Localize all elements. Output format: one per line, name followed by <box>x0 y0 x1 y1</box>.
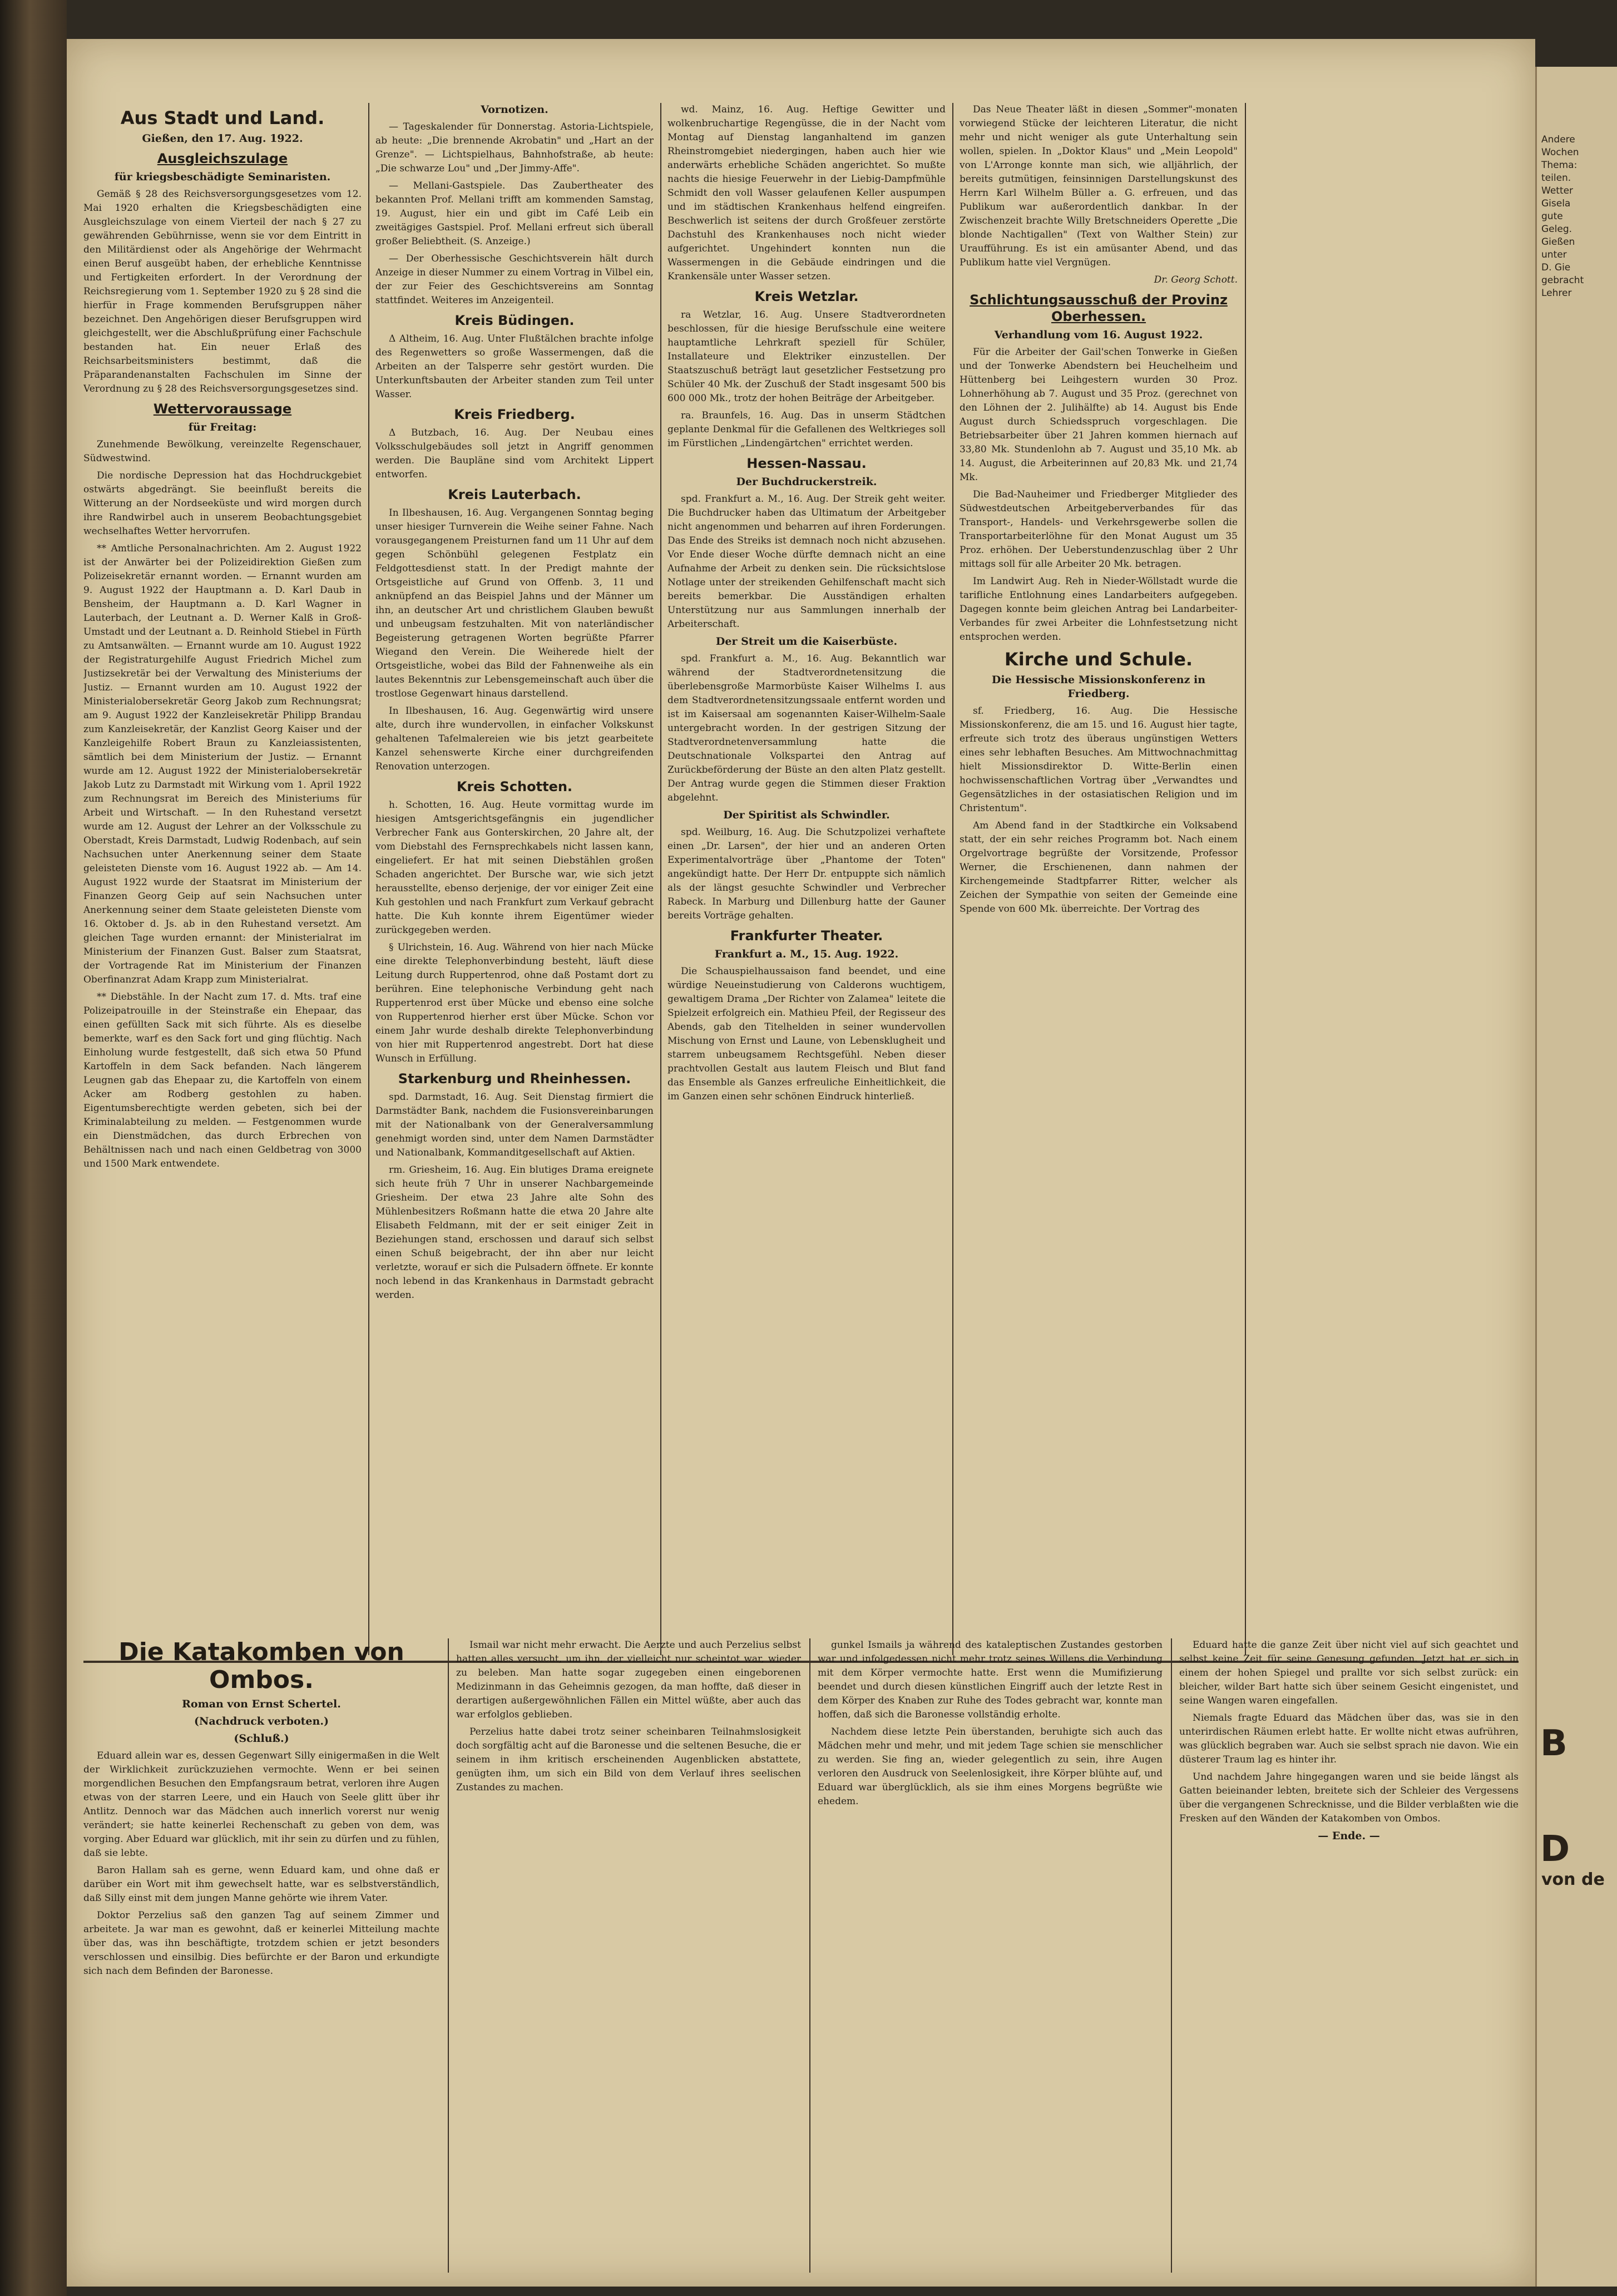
strip-text-line: Gießen <box>1541 236 1575 248</box>
article-buchdrucker: spd. Frankfurt a. M., 16. Aug. Der Streik geht weiter. Die Buchdrucker haben das Ultimatum der Arbeitgeber nicht angenommen und beharren auf ihren Forderungen. Das Ende des Streiks ist demnach noch nicht abzusehen. Vor Ende dieser Woche dürfte demnach nicht an eine Aufnahme der Arbeit zu denken sein. Die rücksichtslose Notlage unter der streikenden Gehilfenschaft macht sich bereits bemerkbar. Die Ausständigen erhalten Unterstützung nur aus Sammlungen innerhalb der Arbeiterschaft. <box>667 493 946 630</box>
feuilleton-paragraph: Baron Hallam sah es gerne, wenn Eduard kam, und ohne daß er darüber ein Wort mit ihm gewechselt hatte, war es selbstverständlich, daß Silly einst mit dem jungen Manne gehörte wie ihrem Vater. <box>83 1865 439 1904</box>
feuilleton-paragraph: Und nachdem Jahre hingegangen waren und sie beide längst als Gatten beieinander lebten, breitete sich der Schleier des Vergessens über die vergangenen Schrecknisse, und die Bilder verblaßten wie die Fresken auf den Wänden der Katakomben von Ombos. <box>1179 1771 1519 1824</box>
feuilleton-paragraph: Doktor Perzelius saß den ganzen Tag auf seinem Zimmer und arbeitete. Ja war man es gewohnt, daß er keinerlei Mitteilung machte über das, was ihn beschäftigte, trotzdem schien er jetzt besonders verschlossen und einsilbig. Dies befürchte er der Baron und erkundigte sich nach dem Befinden der Baronesse. <box>83 1910 439 1977</box>
strip-text-line: Thema: <box>1541 160 1578 171</box>
strip-text-line: Lehrer <box>1541 288 1572 299</box>
feuilleton-paragraph: Eduard allein war es, dessen Gegenwart Silly einigermaßen in die Welt der Wirklichkeit zurückzuziehen vermochte. Wenn er bei seinen morgendlichen Besuchen den Empfangsraum betrat, verloren ihre Augen etwas von der starren Leere, und ein Hauch von Seele glitt über ihr Antlitz. Dennoch war das Mädchen auch innerlich vorerst nur wenig verändert; sie hatte keinerlei Rechenschaft zu geben von dem, was vorging. Aber Eduard war glücklich, mit ihr sein zu dürfen und zu fühlen, daß sie lebte. <box>83 1750 439 1859</box>
feuilleton-title: Die Katakomben von Ombos. <box>118 1638 404 1694</box>
feuilleton-ende: — Ende. — <box>1318 1830 1380 1842</box>
strip-text-line: gebracht <box>1541 275 1584 286</box>
article-mission-1: sf. Friedberg, 16. Aug. Die Hessische Missionskonferenz, die am 15. und 16. August hier tagte, erfreute sich trotz des überaus ungünstigen Wetters eines sehr lebhaften Besuches. Am Mittwochnachmittag hielt Missionsdirektor D. Witte-Berlin einen hochwissenschaftlichen Vortrag über „Verwandtes und Gegensätzliches in der ostasiatischen Religion und im Christentum". <box>960 705 1238 814</box>
headline-friedberg: Kreis Friedberg. <box>454 407 575 422</box>
headline-ausgleich: Ausgleichszulage <box>157 151 288 166</box>
column-rule <box>448 1638 449 2273</box>
schlichtung-dateline: Verhandlung vom 16. August 1922. <box>994 329 1203 341</box>
feuilleton-section <box>67 1627 1535 2287</box>
feuilleton-column-2 <box>456 1638 801 2273</box>
strip-big-letter: D <box>1540 1829 1570 1870</box>
feuilleton-note: (Nachdruck verboten.) <box>194 1715 329 1727</box>
feuilleton-column-1 <box>83 1638 439 2273</box>
article-notiz-2: — Mellani-Gastspiele. Das Zaubertheater des bekannten Prof. Mellani trifft am kommenden Samstag, 19. August, hier ein und gibt im Café Leib ein zweitägiges Gastspiel. Prof. Mellani erfreut sich überall großer Beliebtheit. (S. Anzeige.) <box>375 180 654 247</box>
author-signature: Dr. Georg Schott. <box>1154 274 1238 285</box>
strip-text-line: Andere <box>1541 134 1575 145</box>
column-rule <box>809 1638 810 2273</box>
feuilleton-byline: Roman von Ernst Schertel. <box>182 1698 341 1710</box>
feuilleton-paragraph: gunkel Ismails ja während des kataleptischen Zustandes gestorben war und infolgedessen nicht mehr trotz seines Willens die Verbindung mit dem Körper vermochte hatte. Erst wenn die Mumifizierung beendet und durch diesen künstlichen Eingriff auch der letzte Rest in dem Körper des Knaben zur Ruhe des Todes gebracht war, konnte man hoffen, daß sich die Baronesse vollständig erholte. <box>818 1640 1163 1720</box>
article-notiz-1: — Tageskalender für Donnerstag. Astoria-Lichtspiele, ab heute: „Die brennende Akrobatin" und „Hart an der Grenze". — Lichtspielhaus, Bahnhofstraße, ab heute: „Die schwarze Lou" und „Der Jimmy-Affe". <box>375 121 654 174</box>
dateline: Gießen, den 17. Aug. 1922. <box>142 132 303 145</box>
headline-schotten: Kreis Schotten. <box>456 779 573 794</box>
column-theater-schlichtung <box>960 103 1238 1655</box>
strip-text-line: unter <box>1541 249 1567 260</box>
theater-dateline: Frankfurt a. M., 15. Aug. 1922. <box>714 948 899 960</box>
article-notiz-3: — Der Oberhessische Geschichtsverein hält durch Anzeige in dieser Nummer zu einem Vortrag in Vilbel ein, der zur Feier des Geschichtsvereins am Sonntag stattfindet. Weiteres im Anzeigenteil. <box>375 253 654 306</box>
article-diebstahl: ** Diebstähle. In der Nacht zum 17. d. Mts. traf eine Polizeipatrouille in der Steinstraße ein Ehepaar, das einen gefüllten Sack mit sich führte. Als es dieselbe bemerkte, warf es den Sack fort und ging flüchtig. Nach Einholung wurde festgestellt, daß sich etwa 50 Pfund Kartoffeln in dem Sack befanden. Nach längerem Leugnen gab das Ehepaar zu, die Kartoffeln von einem Acker am Rodberg gestohlen zu haben. Eigentumsberechtigte werden gebeten, sich bei der Kriminalabteilung zu melden. — Festgenommen wurde ein Dienstmädchen, das durch Erbrechen von Behältnissen nach und nach einen Geldbetrag von 3000 und 1500 Mark entwendete. <box>83 991 362 1169</box>
column-aus-stadt-und-land <box>83 103 362 1655</box>
strip-text-line: D. Gie <box>1541 262 1571 273</box>
article-mission-2: Am Abend fand in der Stadtkirche ein Volksabend statt, der ein sehr reiches Programm bot. Nach einem Orgelvortrage begrüßte der Vorsitzende, Professor Werner, die Erschienenen, dann nahmen der Kirchengemeinde Stadtpfarrer Ritter, welcher als Zeichen der Sympathie von seiten der Gemeinde eine Spende von 600 Mk. überreichte. Der Vortrag des <box>960 820 1238 915</box>
feuilleton-paragraph: Niemals fragte Eduard das Mädchen über das, was sie in den unterirdischen Räumen erlebt hatte. Er wollte nicht etwas aufrühren, was glücklich begraben war. Auch sie selbst sprach nie davon. Wie ein düsterer Traum lag es hinter ihr. <box>1179 1712 1519 1765</box>
article-wetzlar: ra Wetzlar, 16. Aug. Unsere Stadtverordneten beschlossen, für die hiesige Berufsschule eine weitere hauptamtliche Lehrkraft speziell für Schüler, Installateure und Elektriker einzustellen. Der Staatszuschuß beträgt laut gesetzlicher Festsetzung pro Schüler 40 Mk. der Zuschuß der Stadt insgesamt 500 bis 600 000 Mk., trotz der hohen Beiträge der Arbeitgeber. <box>667 309 946 404</box>
article-kaiserbuste: spd. Frankfurt a. M., 16. Aug. Bekanntlich war während der Stadtverordnetensitzung die überlebensgroße Marmorbüste Kaiser Wilhelms I. aus dem Stadtverordnetensitzungssaale entfernt worden und ist im Kaisersaal am sogenannten Kaiser-Wilhelm-Saale untergebracht worden. In der gestrigen Sitzung der Stadtverordnetenversammlung hatte die Deutschnationale Volkspartei den Antrag auf Zurückbeförderung der Büste an den alten Platz gestellt. Der Antrag wurde gegen die Stimmen dieser Fraktion abgelehnt. <box>667 653 946 803</box>
headline-buchdrucker: Der Buchdruckerstreik. <box>736 476 877 488</box>
article-ilbeshausen-2: In Ilbeshausen, 16. Aug. Gegenwärtig wird unsere alte, durch ihre wundervollen, in einfacher Volkskunst gehaltenen Tafelmalereien wie bis jetzt gearbeitete Kanzel sehenswerte Kirche einer durchgreifenden Renovation unterzogen. <box>375 705 654 772</box>
strip-text-line: teilen. <box>1541 172 1571 184</box>
article-lauterbach: In Ilbeshausen, 16. Aug. Vergangenen Sonntag beging unser hiesiger Turnverein die Weihe seiner Fahne. Nach vorausgegangenem Preisturnen fand um 11 Uhr auf dem gegen Schönbühl gelegenen Festplatz ein Feldgottesdienst statt. In der Predigt mahnte der Ortsgeistliche auf Grund von Offenb. 3, 11 und anknüpfend an das Beispiel Jahns und der Männer um ihn, an deutscher Art und christlichem Glauben bewußt und unbeugsam festzuhalten. Mit von naterländischer Begeisterung getragenen Worten begrüßte Pfarrer Wiegand den Verein. Die Weiherede hielt der Ortsgeistliche, wobei das Bild der Fahnenweihe als ein lautes Bekenntnis zur Lebensgemeinschaft auch über die trostlose Gegenwart hinaus darstellend. <box>375 507 654 699</box>
adjacent-page-strip <box>1535 67 1617 2287</box>
article-budingen: Δ Altheim, 16. Aug. Unter Flußtälchen brachte infolge des Regenwetters so große Wassermengen, daß die Arbeiten an der Talsperre sehr gestört wurden. Die Unterkunftsbauten der Arbeiter standen zum Teil unter Wasser. <box>375 333 654 400</box>
article-wetter-2: Die nordische Depression hat das Hochdruckgebiet ostwärts abgedrängt. Sie beeinflußt bereits die Witterung an der Nordseeküste und wird morgen durch ihre Randwirbel auch in unserem Beobachtungsgebiet wechselhaftes Wetter hervorrufen. <box>83 470 362 537</box>
column-notizen <box>375 103 654 1655</box>
article-braunfels: ra. Braunfels, 16. Aug. Das in unserm Städtchen geplante Denkmal für die Gefallenen des Weltkrieges soll im Fürstlichen „Lindengärtchen" errichtet werden. <box>667 410 946 449</box>
feuilleton-column-3 <box>818 1638 1163 2273</box>
strip-text-line: Wetter <box>1541 185 1574 196</box>
feuilleton-paragraph: Perzelius hatte dabei trotz seiner scheinbaren Teilnahmslosigkeit doch sorgfältig acht auf die Baronesse und die seltenen Besuche, die er seinem in ihm kritisch erscheinenden Augenblicken abstattete, genügten ihm, um sich ein Bild von dem Verlauf ihres seelischen Zustandes zu machen. <box>456 1726 801 1793</box>
article-mainz: wd. Mainz, 16. Aug. Heftige Gewitter und wolkenbruchartige Regengüsse, die in der Nacht vom Montag auf Dienstag langanhaltend im ganzen Rheinstromgebiet niedergingen, haben auch hier wie anderwärts erhebliche Schäden angerichtet. So mußte nachts die hiesige Feuerwehr in der Liebig-Dampfmühle Schmidt den voll Wasser gelaufenen Keller auspumpen und im städtischen Krankenhaus helfend eingreifen. Beschwerlich ist seitens der durch Großfeuer zerstörte Dachstuhl des Krankenhauses noch nicht wieder aufgerichtet. Ungehindert konnten nun die Wassermengen in die Gebäude eindringen und die Krankensäle unter Wasser setzen. <box>667 104 946 282</box>
feuilleton-paragraph: Eduard hatte die ganze Zeit über nicht viel auf sich geachtet und selbst keine Zeit für seine Genesung gefunden. Jetzt hat er sich in einem der hohen Spiegel und prallte vor sich selbst zurück: ein bleicher, wilder Bart hatte sich über seinem Gesicht eingenistet, und seine Wangen waren eingefallen. <box>1179 1640 1519 1706</box>
article-neues-theater: Das Neue Theater läßt in diesen „Sommer"-monaten vorwiegend Stücke der leichteren Literatur, die nicht mehr und nicht weniger als gute Unterhaltung sein wollen, spielen. In „Doktor Klaus" und „Mein Leopold" von L'Arronge konnte man sich, wie alljährlich, der bereits gutmütigen, feinsinnigen Darstellungskunst des Herrn Karl Wilhelm Büller a. G. erfreuen, und das Publikum war außerordentlich dankbar. In der Zwischenzeit brachte Willy Bretschneiders Operette „Die blonde Nachtigallen" (Text von Walther Stein) zur Uraufführung. Es ist ein amüsanter Abend, und das Publikum hatte viel Vergnügen. <box>960 104 1238 268</box>
article-griesheim: rm. Griesheim, 16. Aug. Ein blutiges Drama ereignete sich heute früh 7 Uhr in unserer Nachbargemeinde Griesheim. Der etwa 23 Jahre alte Sohn des Mühlenbesitzers Roßmann hatte die etwa 20 Jahre alte Elisabeth Feldmann, mit der er seit einiger Zeit in Beziehungen stand, erschossen und darauf sich selbst einen Schuß beigebracht, der ihn aber nur leicht verletzte, worauf er sich die Pulsadern öffnete. Er konnte noch lebend in das Krankenhaus in Darmstadt gebracht werden. <box>375 1164 654 1301</box>
headline-hessen-nassau: Hessen-Nassau. <box>746 456 867 471</box>
column-rule <box>660 103 661 1655</box>
column-mainz <box>667 103 946 1655</box>
headline-budingen: Kreis Büdingen. <box>454 313 575 328</box>
subheadline-wetter: für Freitag: <box>188 421 257 433</box>
strip-big-letter: B <box>1540 1723 1567 1764</box>
headline-wetzlar: Kreis Wetzlar. <box>754 289 859 304</box>
headline-schlichtung: Schlichtungsausschuß der Provinz Oberhessen. <box>970 292 1228 324</box>
headline-wetter: Wettervoraussage <box>153 401 292 417</box>
article-ausgleich: Gemäß § 28 des Reichsversorgungsgesetzes vom 12. Mai 1920 erhalten die Kriegsbeschädigten eine Ausgleichszulage von einem Vierteil der nach § 27 zu gewährenden Gebührnisse, wenn sie vor dem Eintritt in den Militärdienst oder als Angehörige der Wehrmacht einen Beruf ausgeübt haben, der erhebliche Kenntnisse und Fertigkeiten erfordert. In der Verordnung der Reichsregierung vom 1. September 1920 zu § 28 sind die hierfür in Frage kommenden Berufsgruppen näher bezeichnet. Den Angehörigen dieser Berufsgruppen wird gleichgestellt, wer die Abschlußprüfung einer Fachschule bestanden hat. Ein neuer Erlaß des Reichsarbeitsministers bestimmt, daß die Präparandenanstalten Fachschulen im Sinne der Verordnung zu § 28 des Reichsversorgungsgesetzes sind. <box>83 189 362 394</box>
strip-text-line: Wochen <box>1541 147 1579 158</box>
strip-text-line: Gisela <box>1541 198 1571 209</box>
article-schlichtung-1: Für die Arbeiter der Gail'schen Tonwerke in Gießen und der Tonwerke Abendstern bei Heuchelheim und Hüttenberg bei Leihgestern wurden 30 Proz. Lohnerhöhung ab 7. August und 35 Proz. (gerechnet von den Löhnen der 2. Julihälfte) ab 14. August bis Ende August durch Schiedsspruch vorgeschlagen. Die Betriebsarbeiter über 21 Jahren kommen hiernach auf 33,80 Mk. Stundenlohn ab 7. August und 35,10 Mk. ab 14. August, die Arbeiterinnen auf 20,83 Mk. und 21,74 Mk. <box>960 347 1238 483</box>
strip-text-line: Geleg. <box>1541 224 1573 235</box>
article-spiritist: spd. Weilburg, 16. Aug. Die Schutzpolizei verhaftete einen „Dr. Larsen", der hier und an anderen Orten Experimentalvorträge über „Phantome der Toten" angekündigt hatte. Der Herr Dr. entpuppte sich nämlich als der längst gesuchte Schwindler und Verbrecher Rabeck. In Marburg und Dillenburg hatte der Gauner bereits Vorträge gehalten. <box>667 827 946 921</box>
subheadline-ausgleich: für kriegsbeschädigte Seminaristen. <box>114 171 331 183</box>
headline-lauterbach: Kreis Lauterbach. <box>448 487 581 502</box>
article-ulrichstein: § Ulrichstein, 16. Aug. Während von hier nach Mücke eine direkte Telephonverbindung besteht, läuft diese Leitung durch Ruppertenrod, ohne daß Postamt dort zu berühren. Eine telephonische Verbindung geht nach Ruppertenrod erst über Mücke und ebenso eine solche von Ruppertenrod hierher erst über Mücke. Schon vor einem Jahr wurde deshalb direkte Telephonverbindung von hier mit Ruppertenrod angestrebt. Dort hat diese Wunsch in Erfüllung. <box>375 942 654 1064</box>
article-schlichtung-2: Die Bad-Nauheimer und Friedberger Mitglieder des Südwestdeutschen Arbeitgeberverbandes für das Transport-, Handels- und Verkehrsgewerbe sollen die Transportarbeiterlöhne für den Monat August um 35 Proz. erhöhen. Der Ueberstundenzuschlag über 2 Uhr mittags soll für alle Arbeiter 20 Mk. betragen. <box>960 489 1238 570</box>
headline-starkenburg: Starkenburg und Rheinhessen. <box>398 1071 631 1087</box>
column-rule <box>1171 1638 1172 2273</box>
headline-kaiserbuste: Der Streit um die Kaiserbüste. <box>715 635 898 648</box>
article-schotten: h. Schotten, 16. Aug. Heute vormittag wurde im hiesigen Amtsgerichtsgefängnis ein jugendlicher Verbrecher Fank aus Gonterskirchen, 20 Jahre alt, der vom Diebstahl des Fernsprechkabels nicht lassen kann, eingeliefert. Er hat mit seinen Diebstählen großen Schaden angerichtet. Der Bursche war, wie sich jetzt herausstellte, ebenso derjenige, der vor einiger Zeit eine Kuh gestohlen und nach Frankfurt zum Verkauf gebracht hatte. Die Kuh konnte ihrem Eigentümer wieder zurückgegeben werden. <box>375 799 654 936</box>
feuilleton-column-4 <box>1179 1638 1519 2273</box>
article-amtlich: ** Amtliche Personalnachrichten. Am 2. August 1922 ist der Anwärter bei der Polizeidirektion Gießen zum Polizeisekretär ernannt worden. — Ernannt wurden am 9. August 1922 der Hauptmann a. D. Karl Daub in Bensheim, der Hauptmann a. D. Karl Wagner in Lauterbach, der Leutnant a. D. Werner Kalß in Groß-Umstadt und der Leutnant a. D. Reinhold Stiebel in Fürth zu Amtsanwälten. — Ernannt wurde am 10. August 1922 der Registraturgehilfe August Friedrich Michel zum Justizsekretär bei der Verwaltung des Ministeriums der Justiz. — Ernannt wurden am 10. August 1922 der Ministerialobersekretär Georg Jakob zum Rechnungsrat; am 9. August 1922 der Kanzleisekretär Philipp Brandau zum Kanzleisekretär, der Kanzlist Georg Kaiser und der Kanzleigehilfe Robert Braun zu Kanzleiassistenten, sämtlich bei dem Ministerium der Justiz. — Ernannt wurde am 12. August 1922 der Ministerialobersekretär Jakob Lutz zu Darmstadt mit Wirkung vom 1. April 1922 zum Rechnungsrat im Bereich des Ministeriums für Arbeit und Wirtschaft. — In den Ruhestand versetzt wurde am 12. August der Lehrer an der Volksschule zu Oberstadt, Kreis Darmstadt, Ludwig Rodenbach, auf sein Nachsuchen unter Anerkennung seiner dem Staate geleisteten Dienste vom 16. August 1922 ab. — Am 14. August 1922 wurde der Staatsrat im Ministerium der Finanzen Georg Geip auf sein Nachsuchen unter Anerkennung seiner dem Staate geleisteten Dienste vom 16. Oktober d. Js. ab in den Ruhestand versetzt. Am gleichen Tage wurden ernannt: der Ministerialrat im Ministerium der Finanzen Gust. Balser zum Staatsrat, der Vortragende Rat im Ministerium der Finanzen Oberfinanzrat Adam Krapp zum Ministerialrat. <box>83 543 362 985</box>
article-darmstadt: spd. Darmstadt, 16. Aug. Seit Dienstag firmiert die Darmstädter Bank, nachdem die Fusionsvereinbarungen mit der Nationalbank von der Generalversammlung genehmigt worden sind, unter dem Namen Darmstädter und Nationalbank, Kommanditgesellschaft auf Aktien. <box>375 1092 654 1158</box>
headline-spiritist: Der Spiritist als Schwindler. <box>723 809 890 821</box>
headline-frankfurter-theater: Frankfurter Theater. <box>730 928 883 944</box>
article-friedberg: Δ Butzbach, 16. Aug. Der Neubau eines Volksschulgebäudes soll jetzt in Angriff genommen werden. Die Baupläne sind vom Architekt Lippert entworfen. <box>375 427 654 480</box>
feuilleton-paragraph: Nachdem diese letzte Pein überstanden, beruhigte sich auch das Mädchen mehr und mehr, und mit jedem Tage schien sie menschlicher zu werden. Sie fing an, wieder gelegentlich zu sein, ihre Augen verloren den Ausdruck von Seelenlosigkeit, ihre Körper blühte auf, und Eduard war überglücklich, als sie ihm eines Morgens begrüßte wie ehedem. <box>818 1726 1163 1807</box>
column-rule <box>368 103 369 1655</box>
strip-text-line: gute <box>1541 211 1563 222</box>
book-binding <box>0 0 67 2296</box>
feuilleton-schluss: (Schluß.) <box>234 1732 289 1745</box>
article-schlichtung-3: Im Landwirt Aug. Reh in Nieder-Wöllstadt wurde die tarifliche Entlohnung eines Landarbeiters aufgegeben. Dagegen konnte beim gleichen Antrag bei Landarbeiter-Verbandes für zwei Arbeiter die Lohnfestsetzung nicht entsprochen werden. <box>960 576 1238 643</box>
headline-missionskonferenz: Die Hessische Missionskonferenz in Friedberg. <box>991 674 1206 700</box>
column-rule <box>952 103 953 1655</box>
headline-kirche-schule: Kirche und Schule. <box>1004 649 1193 670</box>
strip-bottom-line: von de <box>1541 1870 1605 1889</box>
feuilleton-paragraph: Ismail war nicht mehr erwacht. Die Aerzte und auch Perzelius selbst hatten alles versucht, um ihn, der vielleicht nur scheintot war, wieder zu beleben. Man hatte sogar zugegeben einen eingeborenen Medizinmann in das Geheimnis gezogen, da man hoffte, daß dieser in derartigen außergewöhnlichen Fällen ein Mittel wüßte, aber auch das war erfolglos geblieben. <box>456 1640 801 1720</box>
section-title-notizen: Vornotizen. <box>481 103 548 116</box>
section-title: Aus Stadt und Land. <box>120 107 325 129</box>
article-theater: Die Schauspielhaussaison fand beendet, und eine würdige Neueinstudierung von Calderons wuchtigem, gewaltigem Drama „Der Richter von Zalamea" leitete die Spielzeit erfolgreich ein. Mathieu Pfeil, der Regisseur des Abends, gab den Titelhelden in seiner wundervollen Mischung von Ernst und Laune, von Lebensklugheit und starrem unbeugsamem Rechtsgefühl. Neben dieser prachtvollen Gestalt aus lautem Fleisch und Blut fand das Ensemble als Ganzes erfreuliche Einheitlichkeit, die im Ganzen einen sehr schönen Eindruck hinterließ. <box>667 966 946 1102</box>
article-wetter-1: Zunehmende Bewölkung, vereinzelte Regenschauer, Südwestwind. <box>83 439 362 464</box>
column-rule <box>1245 103 1246 1655</box>
